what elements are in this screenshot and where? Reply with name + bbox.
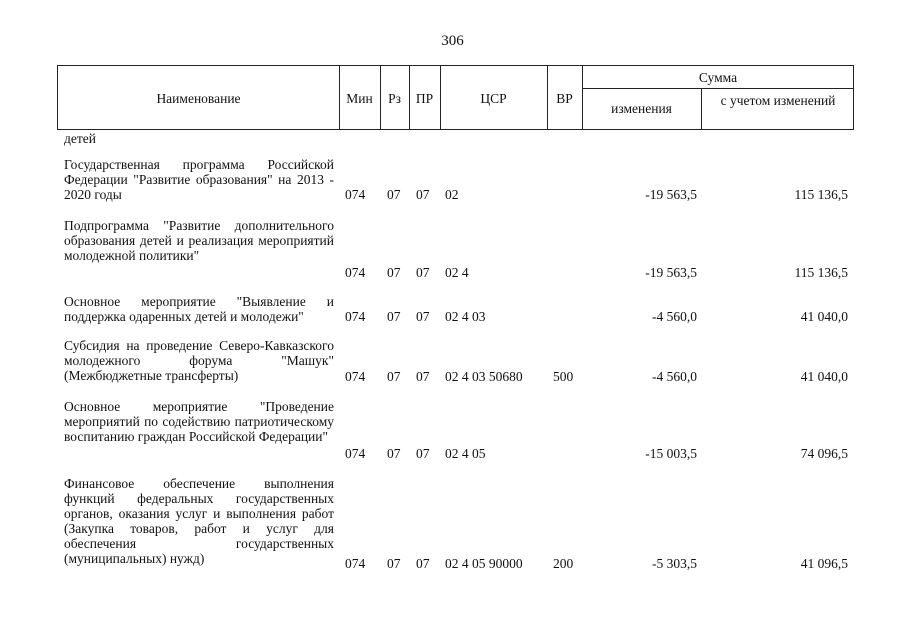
row-change: -5 303,5 xyxy=(652,556,697,571)
row-total: 74 096,5 xyxy=(800,446,848,461)
row-name: детей xyxy=(64,131,96,146)
row-total: 41 040,0 xyxy=(800,309,848,324)
row-name: Финансовое обеспечение выполнения функций федеральных государственных органов, оказания услуг и выполнения работ (Закупка товаров, работ и услуг для обеспечения государственных (муниципальных) нужд) xyxy=(64,476,334,566)
row-vr: 200 xyxy=(553,556,574,571)
row-change: -4 560,0 xyxy=(652,369,697,384)
header-pr: ПР xyxy=(415,91,434,106)
row-min: 074 xyxy=(345,265,366,280)
header-vr: ВР xyxy=(556,91,573,106)
row-name: Государственная программа Российской Федерации "Развитие образования" на 2013 - 2020 годы xyxy=(64,157,334,202)
row-rz: 07 xyxy=(387,187,401,202)
row-csr: 02 xyxy=(445,187,459,202)
row-csr: 02 4 05 90000 xyxy=(445,556,523,571)
row-vr: 500 xyxy=(553,369,574,384)
row-rz: 07 xyxy=(387,446,401,461)
header-csr: ЦСР xyxy=(480,91,507,106)
row-pr: 07 xyxy=(416,309,430,324)
row-min: 074 xyxy=(345,309,366,324)
header-change: изменения xyxy=(611,101,672,116)
row-name: Субсидия на проведение Северо-Кавказского молодежного форума "Машук" (Межбюджетные трансферты) xyxy=(64,338,334,383)
row-name: Подпрограмма "Развитие дополнительного образования детей и реализация мероприятий молодежной политики" xyxy=(64,218,334,263)
row-total: 115 136,5 xyxy=(794,187,848,202)
row-change: -4 560,0 xyxy=(652,309,697,324)
header-rz: Рз xyxy=(388,91,401,106)
row-min: 074 xyxy=(345,369,366,384)
row-name: Основное мероприятие "Проведение мероприятий по содействию патриотическому воспитанию граждан Российской Федерации" xyxy=(64,399,334,444)
page-number: 306 xyxy=(441,33,464,49)
header-name: Наименование xyxy=(156,91,241,106)
row-divider xyxy=(582,88,854,89)
row-change: -15 003,5 xyxy=(645,446,697,461)
row-pr: 07 xyxy=(416,187,430,202)
row-csr: 02 4 03 50680 xyxy=(445,369,523,384)
row-csr: 02 4 05 xyxy=(445,446,486,461)
row-pr: 07 xyxy=(416,369,430,384)
row-change: -19 563,5 xyxy=(645,187,697,202)
row-csr: 02 4 xyxy=(445,265,469,280)
row-rz: 07 xyxy=(387,556,401,571)
row-rz: 07 xyxy=(387,265,401,280)
row-change: -19 563,5 xyxy=(645,265,697,280)
header-min: Мин xyxy=(346,91,373,106)
header-with-change: с учетом изменений xyxy=(720,93,836,108)
row-total: 41 040,0 xyxy=(800,369,848,384)
row-min: 074 xyxy=(345,556,366,571)
col-divider xyxy=(701,88,702,130)
row-total: 115 136,5 xyxy=(794,265,848,280)
row-name: Основное мероприятие "Выявление и поддержка одаренных детей и молодежи" xyxy=(64,294,334,324)
header-sum: Сумма xyxy=(698,70,738,85)
row-min: 074 xyxy=(345,446,366,461)
row-total: 41 096,5 xyxy=(800,556,848,571)
row-pr: 07 xyxy=(416,265,430,280)
row-pr: 07 xyxy=(416,446,430,461)
table-header xyxy=(57,65,854,130)
row-csr: 02 4 03 xyxy=(445,309,486,324)
row-pr: 07 xyxy=(416,556,430,571)
row-min: 074 xyxy=(345,187,366,202)
row-rz: 07 xyxy=(387,309,401,324)
row-rz: 07 xyxy=(387,369,401,384)
